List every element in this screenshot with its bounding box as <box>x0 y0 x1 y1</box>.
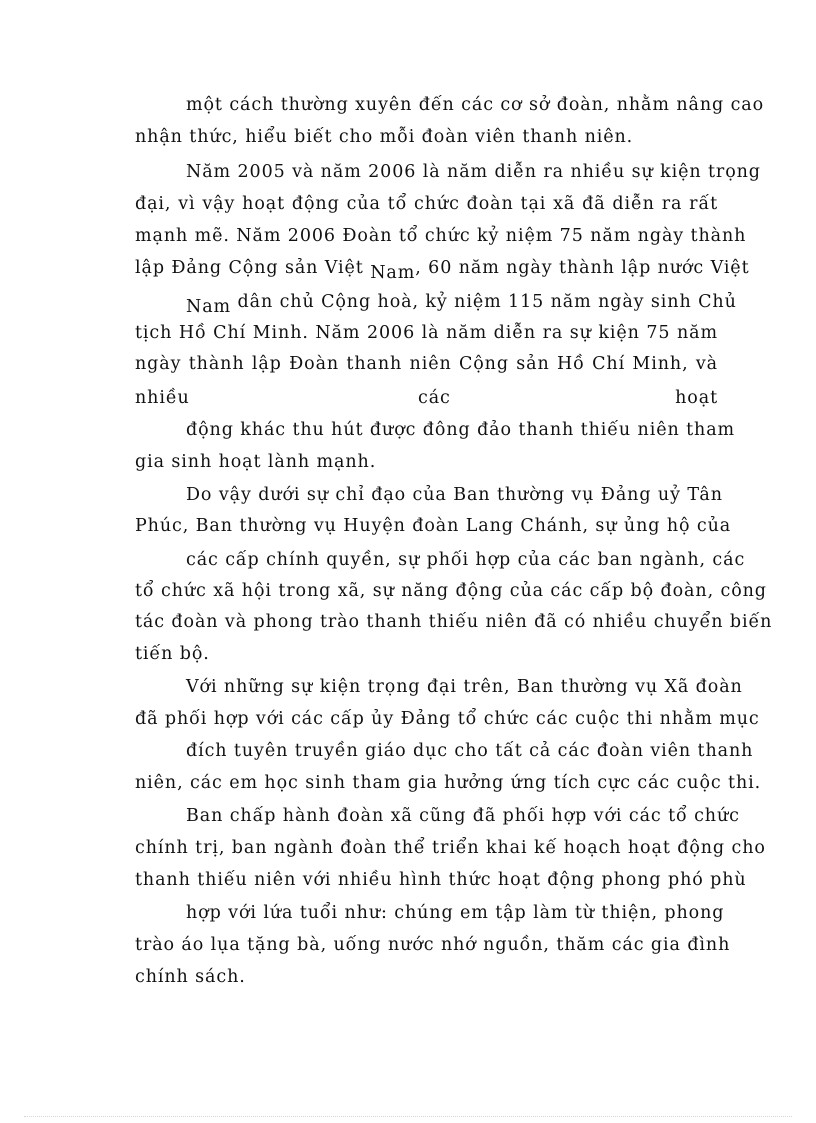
text-line: mạnh mẽ. Năm 2006 Đoàn tổ chức kỷ niệm 75 năm ngày thành <box>135 226 747 246</box>
text-line: tác đoàn và phong trào thanh thiếu niên đã có nhiều chuyển biến <box>135 612 773 632</box>
text-line: Với những sự kiện trọng đại trên, Ban thường vụ Xã đoàn <box>186 677 743 697</box>
text-line: tổ chức xã hội trong xã, sự năng động của các cấp bộ đoàn, công <box>135 581 767 601</box>
text-line: thanh thiếu niên với nhiều hình thức hoạt động phong phó phù <box>135 870 747 890</box>
text-line-spread <box>135 384 718 412</box>
text-line: động khác thu hút được đông đảo thanh thiếu niên tham <box>186 420 736 440</box>
text-line: chính trị, ban ngành đoàn thể triển khai kế hoạch hoạt động cho <box>135 838 766 858</box>
text-fragment: nhiều <box>135 388 190 408</box>
text-line: niên, các em học sinh tham gia hưởng ứng tích cực các cuộc thi. <box>135 773 762 793</box>
text-line-mixed <box>186 288 737 316</box>
text-line-mixed <box>135 254 750 282</box>
text-fragment: dân chủ Cộng hoà, kỷ niệm 115 năm ngày sinh Chủ <box>231 292 737 312</box>
text-line: Ban chấp hành đoàn xã cũng đã phối hợp với các tổ chức <box>186 806 740 826</box>
text-line: gia sinh hoạt lành mạnh. <box>135 452 377 472</box>
text-line: hợp với lứa tuổi như: chúng em tập làm từ thiện, phong <box>186 903 725 923</box>
text-fragment: , 60 năm ngày thành lập nước Việt <box>415 258 750 278</box>
text-line: một cách thường xuyên đến các cơ sở đoàn, nhằm nâng cao <box>186 95 765 115</box>
text-line: đã phối hợp với các cấp ủy Đảng tổ chức các cuộc thi nhằm mục <box>135 709 760 729</box>
text-line: chính sách. <box>135 967 246 987</box>
text-line: Do vậy dưới sự chỉ đạo của Ban thường vụ Đảng uỷ Tân <box>186 485 723 505</box>
text-line: nhận thức, hiểu biết cho mỗi đoàn viên thanh niên. <box>135 127 634 147</box>
text-fragment-lowered: Nam <box>186 297 232 317</box>
text-line: Năm 2005 và năm 2006 là năm diễn ra nhiều sự kiện trọng <box>186 162 761 182</box>
text-fragment: hoạt <box>675 388 718 408</box>
text-fragment: các <box>418 388 451 408</box>
text-fragment: lập Đảng Cộng sản Việt <box>135 258 364 278</box>
text-fragment-lowered: Nam <box>370 263 416 283</box>
text-line: đại, vì vậy hoạt động của tổ chức đoàn tại xã đã diễn ra rất <box>135 194 718 214</box>
text-line: tịch Hồ Chí Minh. Năm 2006 là năm diễn ra sự kiện 75 năm <box>135 323 718 343</box>
text-line: ngày thành lập Đoàn thanh niên Cộng sản Hồ Chí Minh, và <box>135 354 718 374</box>
text-line: Phúc, Ban thường vụ Huyện đoàn Lang Chánh, sự ủng hộ của <box>135 516 732 536</box>
text-line: trào áo lụa tặng bà, uống nước nhớ nguồn, thăm các gia đình <box>135 935 731 955</box>
text-line: các cấp chính quyền, sự phối hợp của các ban ngành, các <box>186 550 746 570</box>
text-line: đích tuyên truyền giáo dục cho tất cả các đoàn viên thanh <box>186 741 754 761</box>
page-bottom-border <box>24 1116 792 1117</box>
text-line: tiến bộ. <box>135 644 210 664</box>
